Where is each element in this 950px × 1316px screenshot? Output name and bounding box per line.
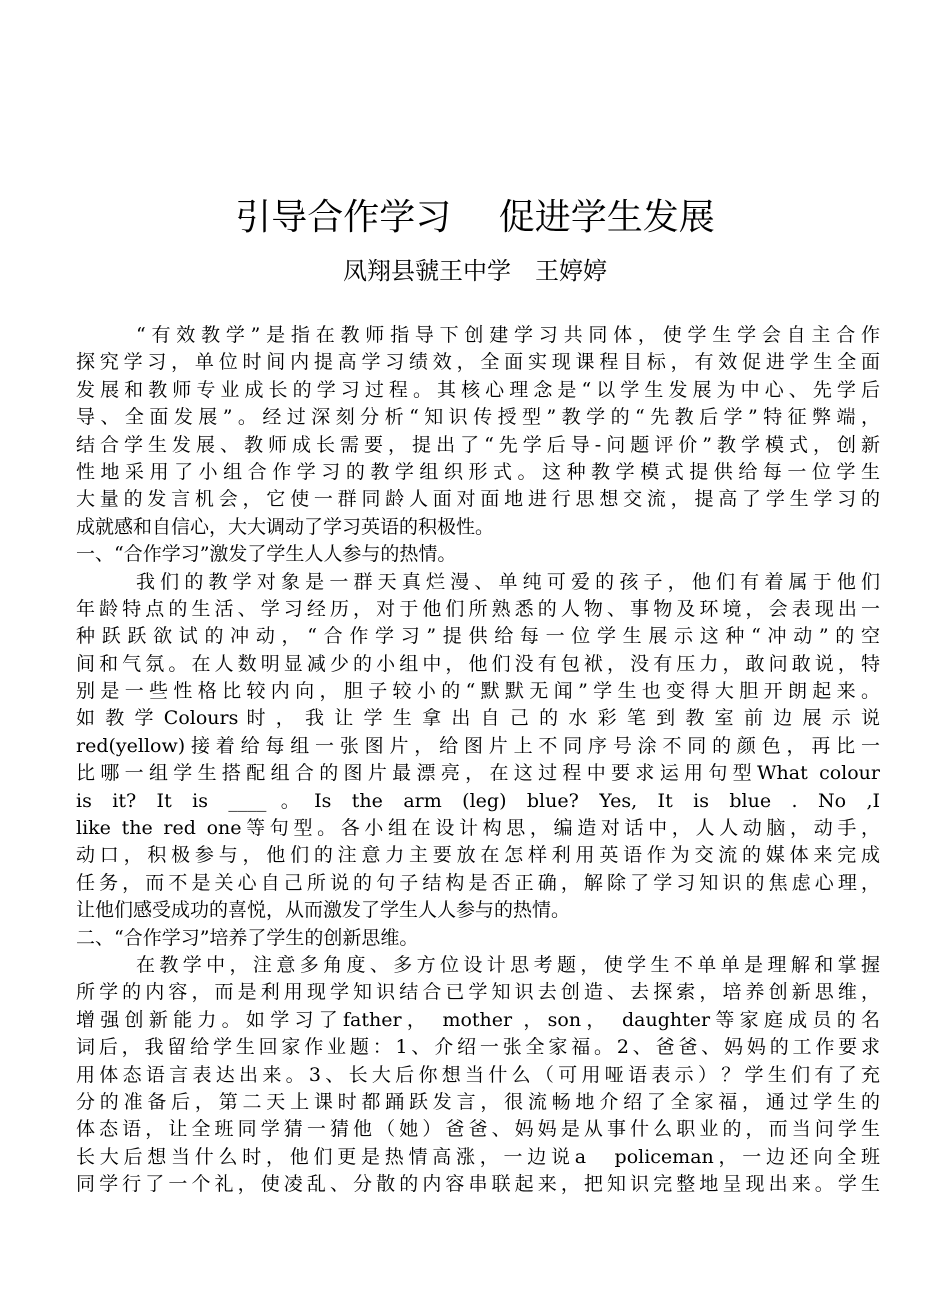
text-line: 让他们感受成功的喜悦，从而激发了学生人人参与的热情。 <box>76 899 571 922</box>
document-body <box>76 322 880 1199</box>
document-author: 凤翔县虢王中学 王婷婷 <box>343 257 607 285</box>
text-line: 任务，而不是关心自己所说的句子结构是否正确，解除了学习知识的焦虑心理， <box>76 871 880 894</box>
text-line: 动口，积极参与，他们的注意力主要放在怎样利用英语作为交流的媒体来完成 <box>76 844 880 867</box>
text-line: 年龄特点的生活、学习经历，对于他们所熟悉的人物、事物及环境，会表现出一 <box>76 597 880 620</box>
text-line: 间和气氛。在人数明显减少的小组中，他们没有包袱，没有压力，敢问敢说，特 <box>76 652 880 675</box>
text-line: like the red one等句型。各小组在设计构思，编造对话中，人人动脑，动手， <box>76 817 880 840</box>
text-line: 大量的发言机会，它使一群同龄人面对面地进行思想交流，提高了学生学习的 <box>76 488 880 511</box>
text-line: 所学的内容，而是利用现学知识结合已学知识去创造、去探索，培养创新思维， <box>76 981 880 1004</box>
text-line: 二、“合作学习”培养了学生的创新思维。 <box>76 926 419 949</box>
text-line: 在教学中，注意多角度、多方位设计思考题，使学生不单单是理解和掌握 <box>136 953 880 976</box>
text-line: 一、“合作学习”激发了学生人人参与的热情。 <box>76 543 457 566</box>
text-line: 体态语，让全班同学猜一猜他（她）爸爸、妈妈是从事什么职业的，而当问学生 <box>76 1118 880 1141</box>
text-line: “有效教学”是指在教师指导下创建学习共同体，使学生学会自主合作 <box>136 324 880 346</box>
text-line: 用体态语言表达出来。3、长大后你想当什么（可用哑语表示）？学生们有了充 <box>76 1063 880 1086</box>
text-line: 发展和教师专业成长的学习过程。其核心理念是“以学生发展为中心、先学后 <box>76 378 880 401</box>
text-line: 增强创新能力。如学习了father， mother ，son， daughter等家庭成员的名 <box>76 1008 880 1031</box>
text-line: 结合学生发展、教师成长需要，提出了“先学后导-问题评价”教学模式，创新 <box>76 433 880 456</box>
text-line: 我们的教学对象是一群天真烂漫、单纯可爱的孩子，他们有着属于他们 <box>136 570 880 593</box>
text-line: 性地采用了小组合作学习的教学组织形式。这种教学模式提供给每一位学生 <box>76 460 880 483</box>
document-title: 引导合作学习 促进学生发展 <box>235 197 715 238</box>
text-line: 比哪一组学生搭配组合的图片最漂亮，在这过程中要求运用句型What colour <box>76 762 880 785</box>
text-line: 如 教 学 Colours 时 ， 我 让 学 生 拿 出 自 己 的 水 彩 笔 到 教 室 前 边 展 示 说 <box>76 707 880 730</box>
text-line: 别是一些性格比较内向，胆子较小的“默默无闻”学生也变得大胆开朗起来。 <box>76 680 880 703</box>
text-line: 成就感和自信心，大大调动了学习英语的积极性。 <box>76 515 495 538</box>
text-line: red(yellow)接着给每组一张图片，给图片上不同序号涂不同的颜色，再比一 <box>76 734 880 757</box>
text-line: 长大后想当什么时，他们更是热情高涨，一边说a policeman，一边还向全班 <box>76 1145 880 1168</box>
text-line: 同学行了一个礼，使凌乱、分散的内容串联起来，把知识完整地呈现出来。学生 <box>76 1173 880 1196</box>
text-line: 探究学习，单位时间内提高学习绩效，全面实现课程目标，有效促进学生全面 <box>76 351 880 374</box>
text-line: 分的准备后，第二天上课时都踊跃发言，很流畅地介绍了全家福，通过学生的 <box>76 1090 880 1113</box>
text-line: 导、全面发展”。经过深刻分析“知识传授型”教学的“先教后学”特征弊端， <box>76 406 880 429</box>
text-line: 词后，我留给学生回家作业题：1、介绍一张全家福。2、爸爸、妈妈的工作要求 <box>76 1036 880 1059</box>
text-line: is it? It is ____。Is the arm (leg) blue? Yes, It is blue . No ,I <box>76 789 880 812</box>
text-line: 种跃跃欲试的冲动，“合作学习”提供给每一位学生展示这种“冲动”的空 <box>76 625 880 648</box>
